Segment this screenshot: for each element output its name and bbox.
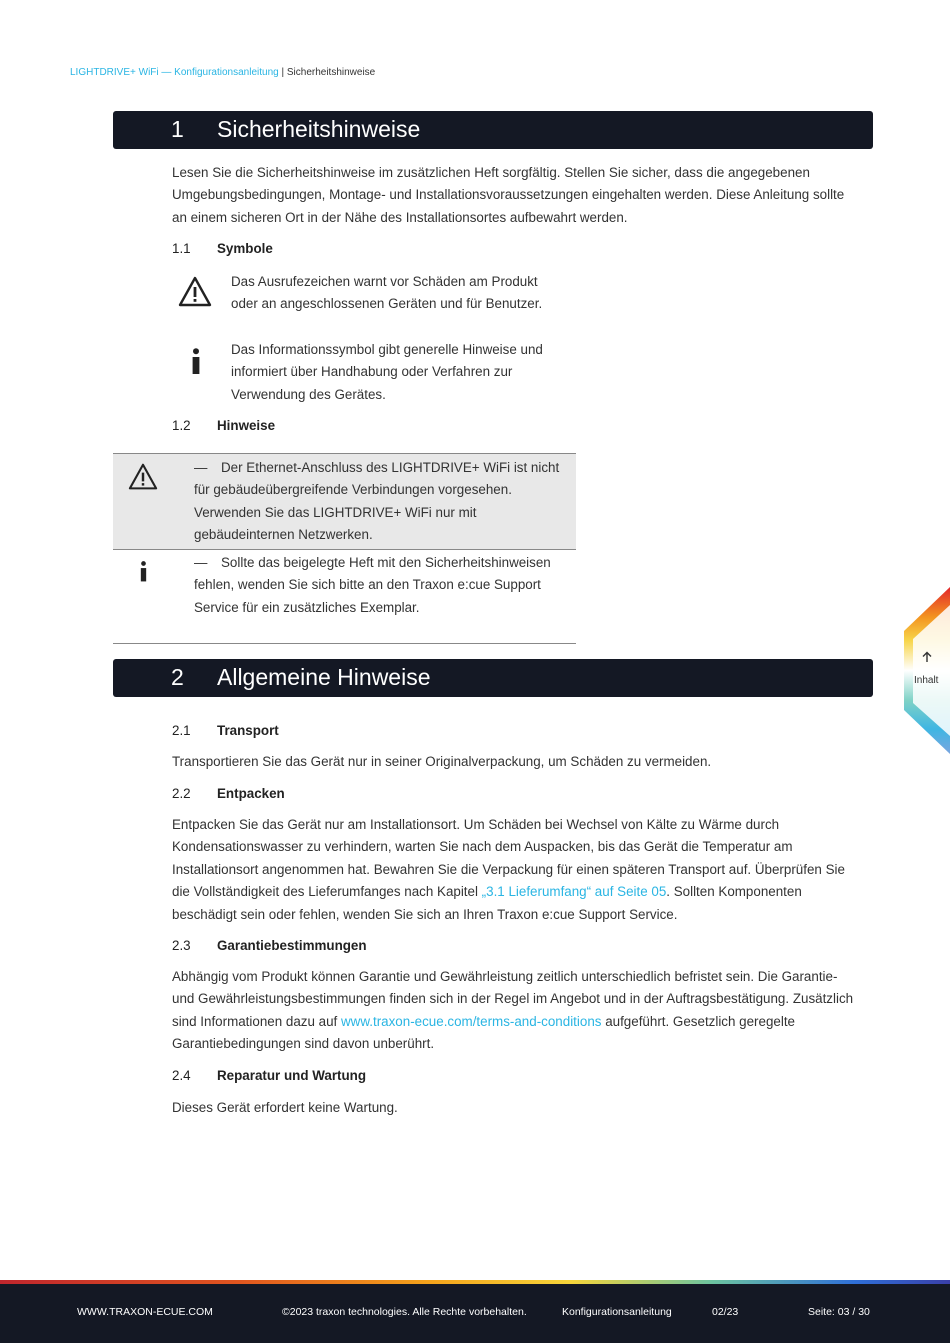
note-text: Sollte das beigelegte Heft mit den Sicherheitshinweisen fehlen, wenden Sie sich bitte an den Traxon e:cue Support Service für ein zusätzliches Exemplar. xyxy=(194,555,551,615)
breadcrumb-separator: | xyxy=(278,67,287,78)
subsection-title: Hinweise xyxy=(217,418,276,433)
subsection-number: 2.4 xyxy=(172,1068,191,1083)
note-dash: — xyxy=(194,555,208,570)
info-icon xyxy=(190,348,202,381)
symbol-info-description: Das Informationssymbol gibt generelle Hinweise und informiert über Handhabung oder Verfahren zur Verwendung des Gerätes. xyxy=(231,342,543,402)
subsection-number: 2.3 xyxy=(172,938,191,953)
section-1-header xyxy=(113,111,873,149)
unpack-text xyxy=(172,814,862,926)
toc-side-tab[interactable] xyxy=(904,587,950,754)
footer-doc-type: Konfigurationsanleitung xyxy=(562,1306,672,1318)
unpack-text-part1: Entpacken Sie das Gerät nur am Installationsort. Um Schäden bei Wechsel von Kälte zu Wärme durch Kondensationswasser zu verhindern, warten Sie nach dem Auspacken, bis das Gerät die Temperatur am Installationsort angenommen hat. Bewahren Sie die Verpackung für einen späteren Transport auf. Überprüfen Sie die Vollständigkeit des Lieferumfanges nach Kapitel xyxy=(172,817,845,900)
unpack-text-part2: . Sollten Komponenten beschädigt sein oder fehlen, wenden Sie sich an Ihren Traxon e:cue Support Service. xyxy=(172,884,802,922)
breadcrumb xyxy=(70,67,375,78)
subsection-2-1-heading xyxy=(172,723,279,738)
note-warning xyxy=(113,453,576,550)
note-warning-text xyxy=(194,457,569,547)
subsection-title: Symbole xyxy=(217,241,273,256)
subsection-2-3-heading xyxy=(172,938,367,953)
repair-text: Dieses Gerät erfordert keine Wartung. xyxy=(172,1100,398,1115)
section-2-header xyxy=(113,659,873,697)
subsection-2-4-heading xyxy=(172,1068,366,1083)
note-dash: — xyxy=(194,460,208,475)
breadcrumb-doc-link[interactable]: LIGHTDRIVE+ WiFi — Konfigurationsanleitung xyxy=(70,67,279,78)
side-tab-background xyxy=(904,587,950,754)
section-2-title: Allgemeine Hinweise xyxy=(217,664,431,690)
breadcrumb-section: Sicherheitshinweise xyxy=(286,67,376,78)
terms-link[interactable]: www.traxon-ecue.com/terms-and-conditions xyxy=(340,1013,602,1029)
footer-date: 02/23 xyxy=(712,1306,739,1318)
subsection-2-2-heading xyxy=(172,786,285,801)
footer-color-strip xyxy=(0,1280,950,1284)
subsection-number: 1.1 xyxy=(172,241,191,256)
warning-triangle-icon xyxy=(178,276,212,313)
subsection-title: Transport xyxy=(217,723,279,738)
warranty-text-part1: Abhängig vom Produkt können Garantie und Gewährleistung zeitlich unterschiedlich befristet sein. Die Garantie- und Gewährleistungsbestimmungen finden sich in der Regel im Angebot und in der Auftragsbestätigung. Zusätzlich sind Informationen dazu auf xyxy=(172,969,854,1029)
warranty-text-part2: aufgeführt. Gesetzlich geregelte Garantiebedingungen sind davon unberührt. xyxy=(172,1013,796,1052)
section-2-number: 2 xyxy=(171,664,184,690)
warning-triangle-icon xyxy=(128,463,158,496)
note-info-text xyxy=(194,552,569,619)
warranty-text xyxy=(172,966,862,1056)
subsection-1-1-heading xyxy=(172,241,273,256)
page-footer xyxy=(0,1280,950,1343)
lieferumfang-link[interactable]: „3.1 Lieferumfang“ auf Seite 05 xyxy=(481,884,667,900)
arrow-up-icon xyxy=(921,650,933,668)
note-info xyxy=(113,549,576,644)
info-icon xyxy=(138,561,149,588)
symbol-warning-description: Das Ausrufezeichen warnt vor Schäden am Produkt oder an angeschlossenen Geräten und für Benutzer. xyxy=(231,274,543,312)
subsection-1-2-heading xyxy=(172,418,275,433)
subsection-title: Entpacken xyxy=(217,786,285,801)
footer-page-number: Seite: 03 / 30 xyxy=(808,1306,870,1318)
footer-copyright: ©2023 traxon technologies. Alle Rechte vorbehalten. xyxy=(282,1306,527,1318)
note-text: Der Ethernet-Anschluss des LIGHTDRIVE+ WiFi ist nicht für gebäudeübergreifende Verbindungen vorgesehen. Verwenden Sie das LIGHTDRIVE+ WiFi nur mit gebäudeinternen Netzwerken. xyxy=(194,460,560,543)
subsection-number: 2.1 xyxy=(172,723,191,738)
section-1-number: 1 xyxy=(171,116,184,142)
section-1-title: Sicherheitshinweise xyxy=(217,116,421,142)
section-1-intro: Lesen Sie die Sicherheitshinweise im zusätzlichen Heft sorgfältig. Stellen Sie sicher, dass die angegebenen Umgebungsbedingungen, Montage- und Installationsvoraussetzungen eingehalten werden. Diese Anleitung sollte an einem sicheren Ort in der Nähe des Installationsortes aufbewahrt werden. xyxy=(172,165,845,225)
transport-text: Transportieren Sie das Gerät nur in seiner Originalverpackung, um Schäden zu vermeiden. xyxy=(172,754,712,769)
subsection-title: Reparatur und Wartung xyxy=(217,1068,367,1083)
side-tab-label: Inhalt xyxy=(914,675,939,686)
subsection-number: 2.2 xyxy=(172,786,191,801)
footer-website[interactable]: WWW.TRAXON-ECUE.COM xyxy=(77,1306,213,1318)
subsection-title: Garantiebestimmungen xyxy=(217,938,367,953)
subsection-number: 1.2 xyxy=(172,418,191,433)
